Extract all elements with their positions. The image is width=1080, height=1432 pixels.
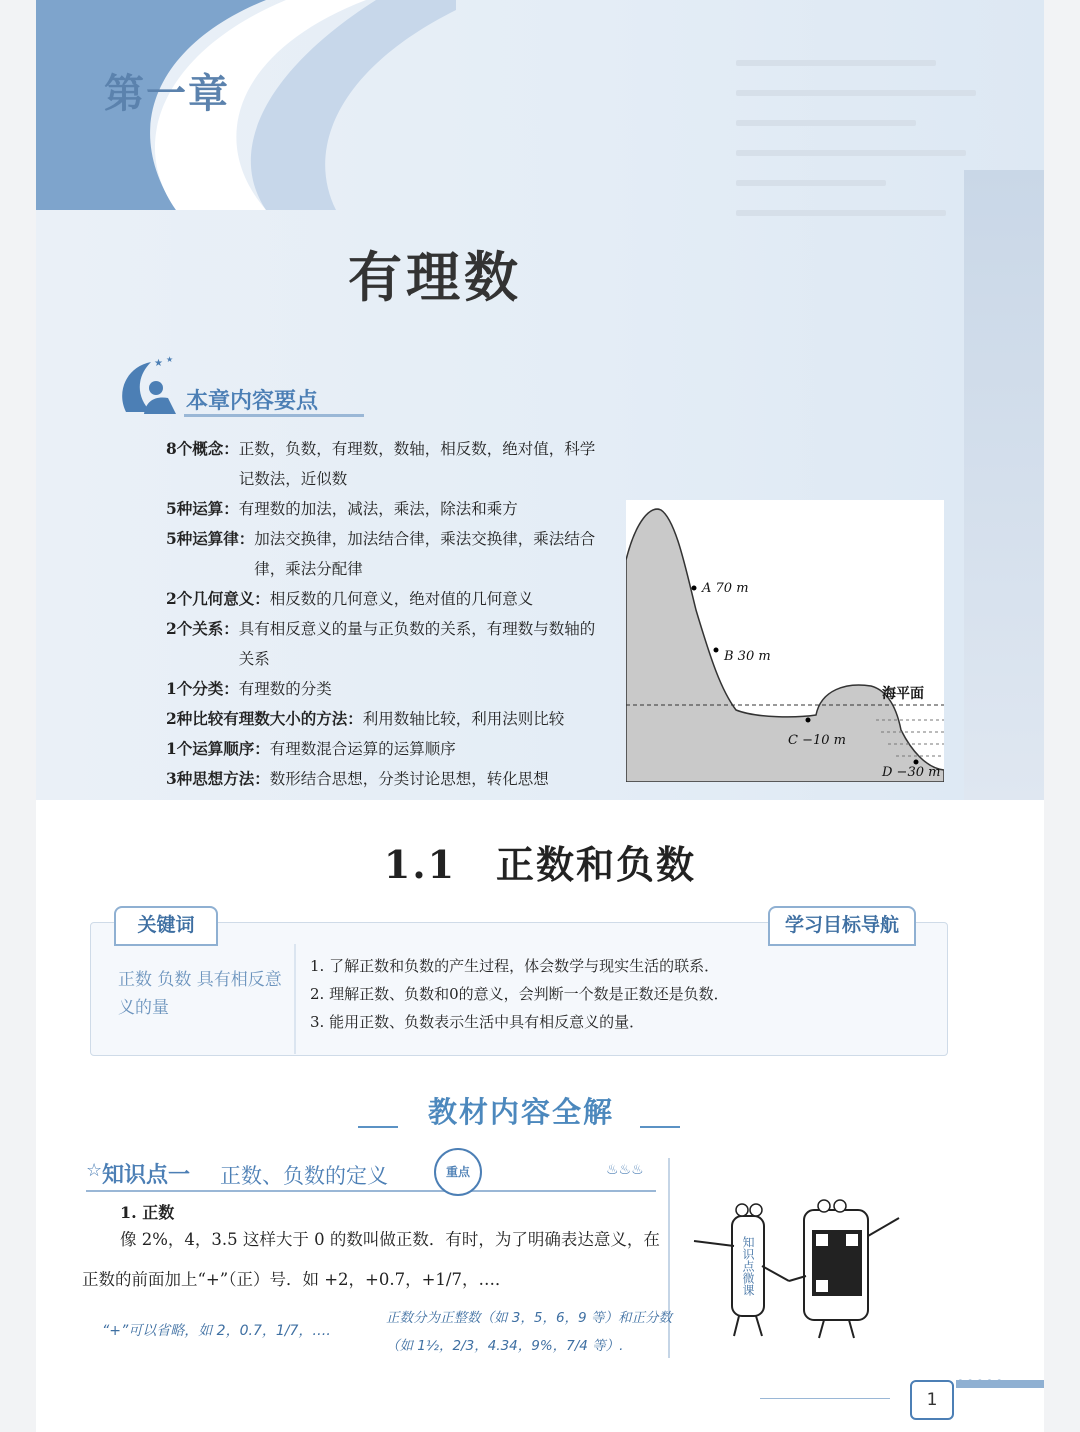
point-c-label: C −10 m (788, 733, 846, 748)
subsection-heading: 1. 正数 (120, 1203, 175, 1222)
key-point-item: 5种运算律： 加法交换律，加法结合律，乘法交换律，乘法结合律，乘法分配律 (166, 529, 596, 578)
box-divider (294, 944, 296, 1054)
learning-goals-tab: 学习目标导航 (768, 906, 916, 946)
decorative-sidebar (964, 170, 1044, 800)
key-points-heading: 本章内容要点 (186, 389, 319, 414)
key-point-item: 2个关系： 具有相反意义的量与正负数的关系，有理数与数轴的关系 (166, 619, 596, 668)
content-heading: 教材内容全解 (427, 1095, 614, 1129)
mascot-qr-code-illustration (684, 1196, 924, 1346)
footer-rule (760, 1398, 890, 1399)
key-badge-icon: 重点 (434, 1148, 482, 1196)
micro-lesson-label: 知识点微课 (741, 1236, 755, 1296)
section-title: 1.1 正数和负数 (383, 842, 697, 887)
reading-person-icon (116, 352, 186, 422)
keywords-tab: 关键词 (114, 906, 218, 946)
key-points-list (166, 434, 606, 794)
key-point-item: 2种比较有理数大小的方法： 利用数轴比较，利用法则比较 (166, 709, 565, 728)
key-point-item: 8个概念： 正数，负数，有理数，数轴，相反数，绝对值，科学记数法，近似数 (166, 439, 596, 488)
key-point-item: 1个运算顺序： 有理数混合运算的运算顺序 (166, 739, 456, 758)
faint-background-text (736, 60, 986, 240)
point-a-label: A 70 m (702, 581, 749, 596)
chapter-label: 第一章 (104, 70, 230, 117)
learning-goals-list (310, 952, 930, 1036)
definition-text: 像 2%，4，3.5 这样大于 0 的数叫做正数．有时，为了明确表达意义，在 (120, 1230, 660, 1249)
textbook-page (36, 0, 1044, 1432)
key-point-item: 5种运算： 有理数的加法，减法，乘法，除法和乘方 (166, 499, 518, 518)
star-icon: ☆ (86, 1160, 103, 1181)
point-d-label: D −30 m (882, 765, 941, 780)
goal-item: 1. 了解正数和负数的产生过程，体会数学与现实生活的联系． (310, 957, 720, 975)
svg-text:★: ★ (154, 358, 163, 369)
chapter-banner (36, 0, 1044, 800)
mountain-sea-level-figure (626, 500, 944, 782)
keywords-text: 正数 负数 具有相反意义的量 (118, 970, 282, 1018)
heading-underline (184, 414, 364, 417)
goal-item: 3. 能用正数、负数表示生活中具有相反意义的量． (310, 1013, 645, 1031)
page-number: 1 (910, 1380, 954, 1420)
handwritten-note-classification: 正数分为正整数（如 3，5，6，9 等）和正分数（如 1½，2/3，4.34，9%，7/4 等）. (386, 1310, 672, 1354)
definition-text-continued: 正数的前面加上“+”（正）号．如 +2，+0.7，+1/7，…． (82, 1270, 512, 1289)
heading-rule-right (640, 1126, 680, 1128)
key-point-item: 3种思想方法： 数形结合思想，分类讨论思想，转化思想 (166, 769, 549, 788)
heading-rule-left (358, 1126, 398, 1128)
knowledge-point-underline (86, 1190, 656, 1192)
svg-text:★: ★ (166, 355, 174, 364)
decorative-swoosh (36, 0, 456, 210)
difficulty-icon: ♨♨♨ (606, 1162, 644, 1178)
goal-item: 2. 理解正数、负数和0的意义，会判断一个数是正数还是负数． (310, 985, 729, 1003)
point-b-label: B 30 m (724, 649, 771, 664)
key-point-item: 2个几何意义： 相反数的几何意义，绝对值的几何意义 (166, 589, 534, 608)
knowledge-point-title: 正数、负数的定义 (220, 1164, 388, 1188)
chapter-title: 有理数 (348, 245, 522, 309)
sea-level-label: 海平面 (882, 686, 924, 702)
key-point-item: 1个分类： 有理数的分类 (166, 679, 332, 698)
knowledge-point-label: 知识点一 (102, 1163, 191, 1188)
handwritten-note: “+”可以省略，如 2，0.7，1/7，…. (102, 1323, 331, 1339)
footer-bar (956, 1380, 1044, 1388)
